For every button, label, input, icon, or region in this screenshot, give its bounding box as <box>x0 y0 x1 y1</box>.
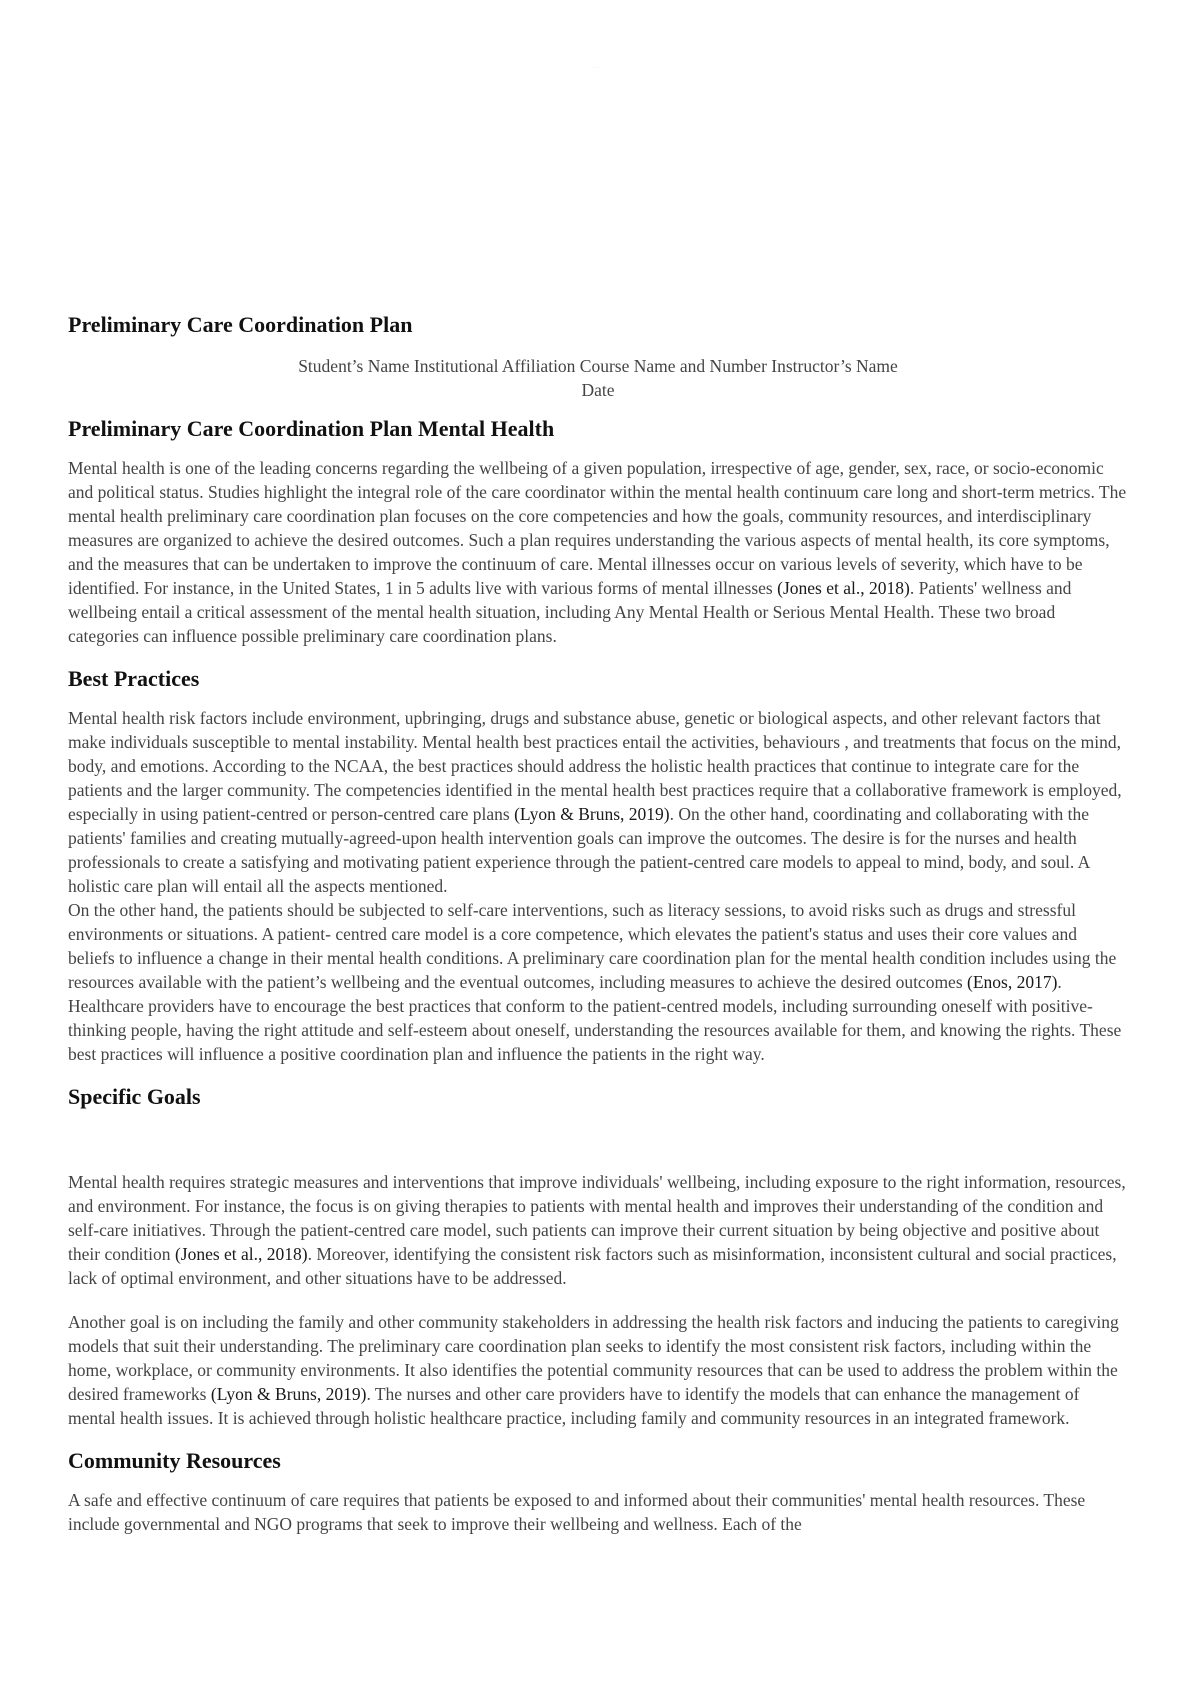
paragraph-mental-health <box>68 456 1128 648</box>
paragraph-text: . Patients' wellness and wellbeing entail a critical assessment of the mental health situation, including Any Mental Health or Serious Mental Health. These two broad categories can influence possible preliminary care coordination plans. <box>68 578 1072 646</box>
paragraph-community-resources: A safe and effective continuum of care requires that patients be exposed to and informed about their communities' mental health resources. These include governmental and NGO programs that seek to improve their wellbeing and wellness. Each of the <box>68 1490 1086 1534</box>
document-title: Preliminary Care Coordination Plan <box>68 312 413 337</box>
header-mark: · · · · <box>592 66 599 70</box>
paragraph-text: . On the other hand, coordinating and collaborating with the patients' families and creating mutually-agreed-upon health intervention goals can improve the outcomes. The desire is for the nurses and health professionals to create a satisfying and motivating patient experience through the patient-centred care models to appeal to mind, body, and soul. A holistic care plan will entail all the aspects mentioned. <box>68 804 1090 896</box>
cover-line-date: Date <box>581 380 615 400</box>
blank-space <box>68 1112 1128 1170</box>
heading-specific-goals: Specific Goals <box>68 1084 201 1109</box>
paragraph-text: Mental health requires strategic measures and interventions that improve individuals' wellbeing, including exposure to the right information, resources, and environment. For instance, the focus is on giving therapies to patients with mental health and improves their understanding of the condition and self-care initiatives. Through the patient-centred care model, such patients can improve their current situation by being objective and positive about their condition <box>68 1172 1126 1264</box>
paragraph-text: . Moreover, identifying the consistent risk factors such as misinformation, inconsistent cultural and social practices, lack of optimal environment, and other situations have to be addressed. <box>68 1244 1117 1288</box>
cover-info <box>68 354 1128 402</box>
paragraph-best-practices-2 <box>68 898 1128 1066</box>
paragraph-specific-goals-1 <box>68 1170 1128 1290</box>
paragraph-text: Mental health is one of the leading concerns regarding the wellbeing of a given population, irrespective of age, gender, sex, race, or socio-economic and political status. Studies highlight the integral role of the care coordinator within the mental health continuum care long and short-term metrics. The mental health preliminary care coordination plan focuses on the core competencies and how the goals, community resources, and interdisciplinary measures are organized to achieve the desired outcomes. Such a plan requires understanding the various aspects of mental health, its core symptoms, and the measures that can be undertaken to improve the continuum of care. Mental illnesses occur on various levels of severity, which have to be identified. For instance, in the United States, 1 in 5 adults live with various forms of mental illnesses <box>68 458 1127 598</box>
paragraph-text: Another goal is on including the family and other community stakeholders in addressing the health risk factors and inducing the patients to caregiving models that suit their understanding. The preliminary care coordination plan seeks to identify the most consistent risk factors, including within the home, workplace, or community environments. It also identifies the potential community resources that can be used to address the problem within the desired frameworks <box>68 1312 1119 1404</box>
citation: (Enos, 2017) <box>967 972 1058 992</box>
document-body <box>68 310 1128 1536</box>
citation: (Lyon & Bruns, 2019) <box>210 1384 367 1404</box>
cover-line-author-info: Student’s Name Institutional Affiliation Course Name and Number Instructor’s Name <box>298 356 898 376</box>
paragraph-specific-goals-2 <box>68 1310 1128 1430</box>
paragraph-best-practices-1 <box>68 706 1128 898</box>
paragraph-text: On the other hand, the patients should be subjected to self-care interventions, such as literacy sessions, to avoid risks such as drugs and stressful environments or situations. A patient- centred care model is a core competence, which elevates the patient's status and uses their core values and beliefs to influence a change in their mental health conditions. A preliminary care coordination plan for the mental health condition includes using the resources available with the patient’s wellbeing and the eventual outcomes, including measures to achieve the desired outcomes <box>68 900 1117 992</box>
heading-mental-health: Preliminary Care Coordination Plan Mental Health <box>68 416 555 441</box>
citation: (Lyon & Bruns, 2019) <box>514 804 670 824</box>
heading-community-resources: Community Resources <box>68 1448 281 1473</box>
citation: (Jones et al., 2018) <box>777 578 910 598</box>
paragraph-text: Mental health risk factors include environment, upbringing, drugs and substance abuse, genetic or biological aspects, and other relevant factors that make individuals susceptible to mental instability. Mental health best practices entail the activities, behaviours , and treatments that focus on the mind, body, and emotions. According to the NCAA, the best practices should address the holistic health practices that continue to integrate care for the patients and the larger community. The competencies identified in the mental health best practices require that a collaborative framework is employed, especially in using patient-centred or person-centred care plans <box>68 708 1122 824</box>
heading-best-practices: Best Practices <box>68 666 200 691</box>
citation: (Jones et al., 2018) <box>174 1244 308 1264</box>
paragraph-text: . The nurses and other care providers have to identify the models that can enhance the management of mental health issues. It is achieved through holistic healthcare practice, including family and community resources in an integrated framework. <box>68 1384 1080 1428</box>
paragraph-text: . Healthcare providers have to encourage the best practices that conform to the patient-centred models, including surrounding oneself with positive-thinking people, having the right attitude and self-esteem about oneself, understanding the resources available for them, and knowing the rights. These best practices will influence a positive coordination plan and influence the patients in the right way. <box>68 972 1122 1064</box>
